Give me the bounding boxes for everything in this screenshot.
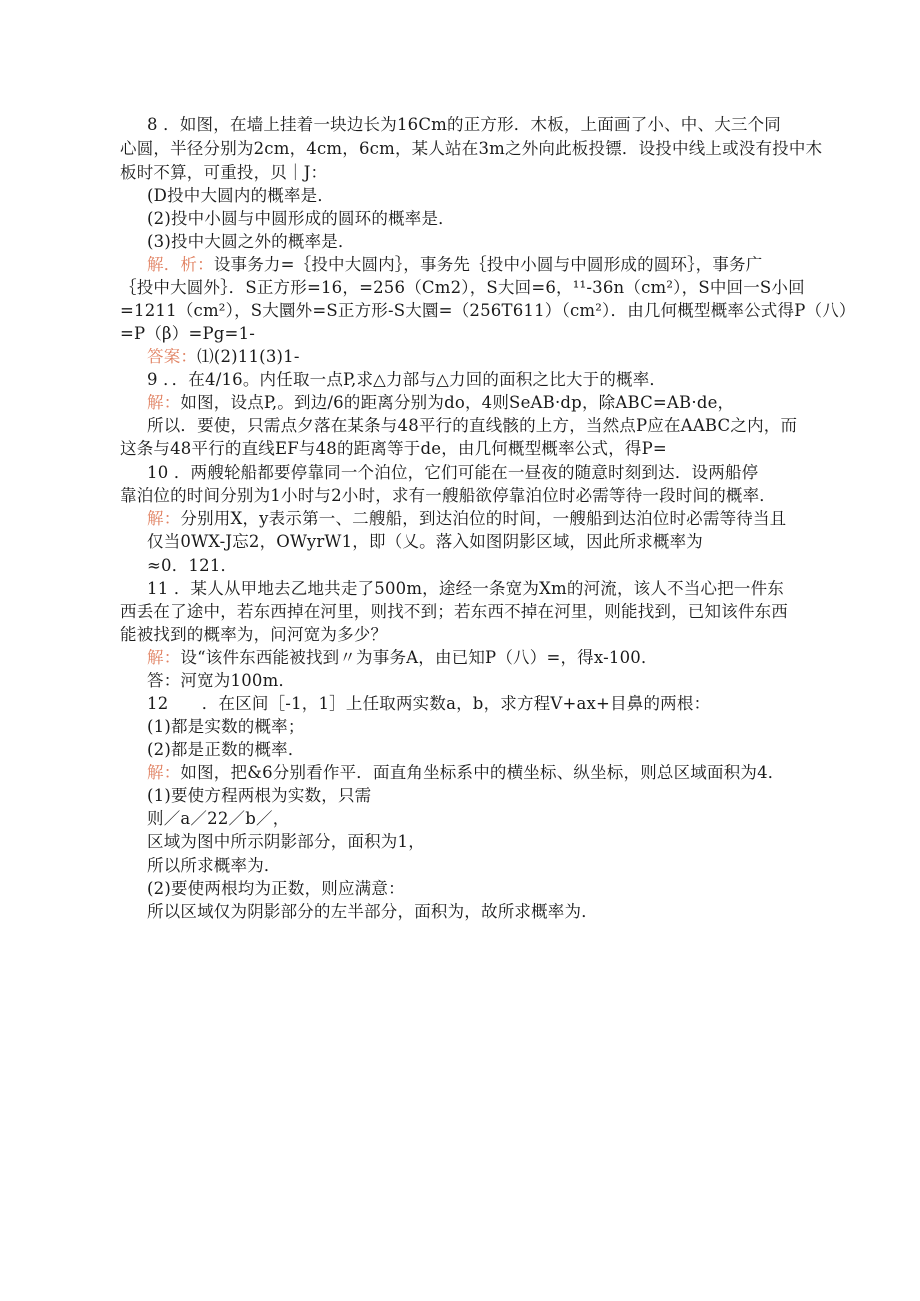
text-line: (2)都是正数的概率． [147,740,305,759]
text-line: 答：河宽为100m． [147,671,296,690]
text-line: (2)投中小圆与中圆形成的圆环的概率是． [147,209,455,228]
text-line: 板时不算，可重投，贝｜J： [120,163,328,182]
answer-label: 答案： [147,347,198,366]
solution-line: 解：如图，设点P,。到边/6的距离分别为do，4则SeAB·dp，除ABC=AB·de， [147,393,735,412]
answer-line: 答案：⑴(2)11(3)1- [147,347,300,366]
text-line: (1)都是实数的概率； [147,717,305,736]
solution-label: 解： [147,763,181,782]
text-line: =1211（cm²），S大圜外=S正方形-S大圜=（256T611）（cm²）．由几何概型概率公式得P（八） [120,301,856,320]
analysis-label: 解．析： [147,255,214,274]
text-line: (2)要使两根均为正数，则应满意： [147,879,405,898]
solution-label: 解： [147,393,181,412]
text-line: 能被找到的概率为，问河宽为多少？ [120,625,388,644]
solution-label: 解： [147,648,181,667]
text-line: (D投中大圆内的概率是． [147,186,335,205]
text-line: 所以所求概率为． [147,856,281,875]
text-line: 心圆，半径分别为2cm，4cm，6cm，某人站在3m之外向此板投镖．设投中线上或没有投中木 [120,139,823,158]
text-line: 区域为图中所示阴影部分，面积为1， [147,832,425,851]
solution-label: 解： [147,509,181,528]
solution-line: 解：如图，把&6分别看作平．面直角坐标系中的横坐标、纵坐标，则总区域面积为4． [147,763,785,782]
text-line: (1)要使方程两根为实数，只需 [147,786,372,805]
question-line: 9 ．．在4/16。内任取一点P,求△力部与△力回的面积之比大于的概率． [147,370,667,389]
text-line: 所以．要使，只需点夕落在某条与48平行的直线骸的上方，当然点P应在AABC之内，而 [147,416,798,435]
analysis-line: 解．析：设事务力=｛投中大圆内｝，事务先｛投中小圆与中圆形成的圆环｝，事务广 [147,255,763,274]
text-line: 8 ．如图，在墙上挂着一块边长为16Cm的正方形．木板，上面画了小、中、大三个同 [147,115,782,134]
text-line: 仅当0WX-J忘2，OWyrW1，即（乂。落入如图阴影区域，因此所求概率为 [147,532,703,551]
text-line: 靠泊位的时间分别为1小时与2小时，求有一艘船欲停靠泊位时必需等待一段时间的概率． [120,486,776,505]
text-line: ≈0．121． [147,556,238,575]
text-line: ｛投中大圆外｝．S正方形=16，=256（Cm2），S大回=6，¹¹-36n（cm²），S中回一S小回 [120,278,805,297]
question-line: 10 ．两艘轮船都要停靠同一个泊位，它们可能在一昼夜的随意时刻到达．设两船停 [147,463,759,482]
text-line: 则／a／22／b／， [147,809,290,828]
question-line: 11 ．某人从甲地去乙地共走了500m，途经一条宽为Xm的河流，该人不当心把一件东 [147,579,784,598]
text-line: 这条与48平行的直线EF与48的距离等于de，由几何概型概率公式，得P= [120,439,667,458]
question-line: 12 ．在区间［-1，1］上任取两实数a，b，求方程V+ax+目鼻的两根： [147,694,711,713]
text-line: =P（β）=Pg=1- [120,324,256,343]
text-line: (3)投中大圆之外的概率是． [147,232,355,251]
solution-line: 解：分别用X，y表示第一、二艘船，到达泊位的时间，一艘船到达泊位时必需等待当且 [147,509,787,528]
text-line: 所以区域仅为阴影部分的左半部分，面积为，故所求概率为． [147,902,598,921]
solution-line: 解：设“该件东西能被找到〃为事务A，由已知P（八）=，得x-100． [147,648,658,667]
text-line: 西丢在了途中，若东西掉在河里，则找不到；若东西不掉在河里，则能找到，已知该件东西 [120,602,788,621]
